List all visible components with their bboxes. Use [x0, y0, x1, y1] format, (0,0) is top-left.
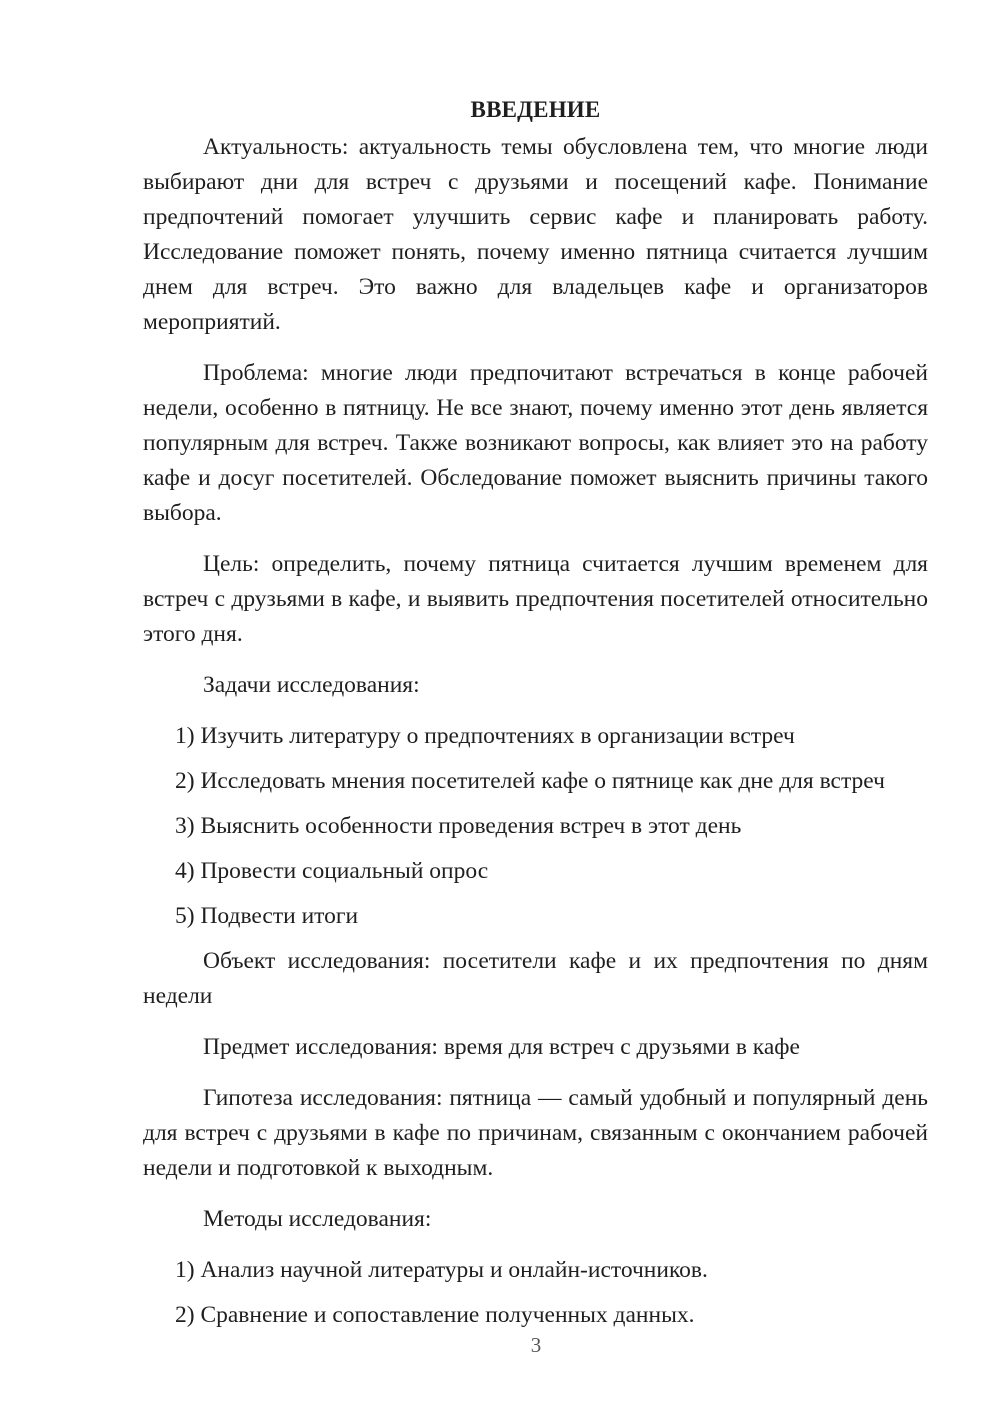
- method-item-1: 1) Анализ научной литературы и онлайн-источников.: [175, 1257, 708, 1283]
- task-item-3: 3) Выяснить особенности проведения встреч в этот день: [175, 813, 742, 839]
- page-content: [143, 92, 928, 1343]
- task-item-2: 2) Исследовать мнения посетителей кафе о пятнице как дне для встреч: [175, 768, 885, 794]
- hypothesis-paragraph: Гипотеза исследования: пятница — самый удобный и популярный день для встреч с друзьями в кафе по причинам, связанным с окончанием рабочей недели и подготовкой к выходным.: [143, 1085, 928, 1181]
- tasks-heading: Задачи исследования:: [203, 672, 420, 698]
- section-title: ВВЕДЕНИЕ: [470, 97, 601, 122]
- relevance-paragraph: Актуальность: актуальность темы обусловлена тем, что многие люди выбирают дни для встреч с друзьями и посещений кафе. Понимание предпочтений помогает улучшить сервис кафе и планировать работу. Исследование поможет понять, почему именно пятница считается лучшим днем для встреч. Это важно для владельцев кафе и организаторов мероприятий.: [143, 134, 928, 335]
- methods-heading: Методы исследования:: [203, 1206, 432, 1232]
- task-item-5: 5) Подвести итоги: [175, 903, 359, 929]
- task-item-1: 1) Изучить литературу о предпочтениях в организации встреч: [175, 723, 795, 749]
- subject-paragraph: Предмет исследования: время для встреч с друзьями в кафе: [203, 1034, 800, 1060]
- goal-paragraph: Цель: определить, почему пятница считается лучшим временем для встреч с друзьями в кафе, и выявить предпочтения посетителей относительно этого дня.: [143, 551, 928, 647]
- method-item-2: 2) Сравнение и сопоставление полученных данных.: [175, 1302, 695, 1328]
- page-number: 3: [530, 1333, 542, 1357]
- object-paragraph: Объект исследования: посетители кафе и их предпочтения по дням недели: [143, 948, 928, 1009]
- task-item-4: 4) Провести социальный опрос: [175, 858, 489, 884]
- problem-paragraph: Проблема: многие люди предпочитают встречаться в конце рабочей недели, особенно в пятницу. Не все знают, почему именно этот день является популярным для встреч. Также возникают вопросы, как влияет это на работу кафе и досуг посетителей. Обследование поможет выяснить причины такого выбора.: [143, 360, 928, 526]
